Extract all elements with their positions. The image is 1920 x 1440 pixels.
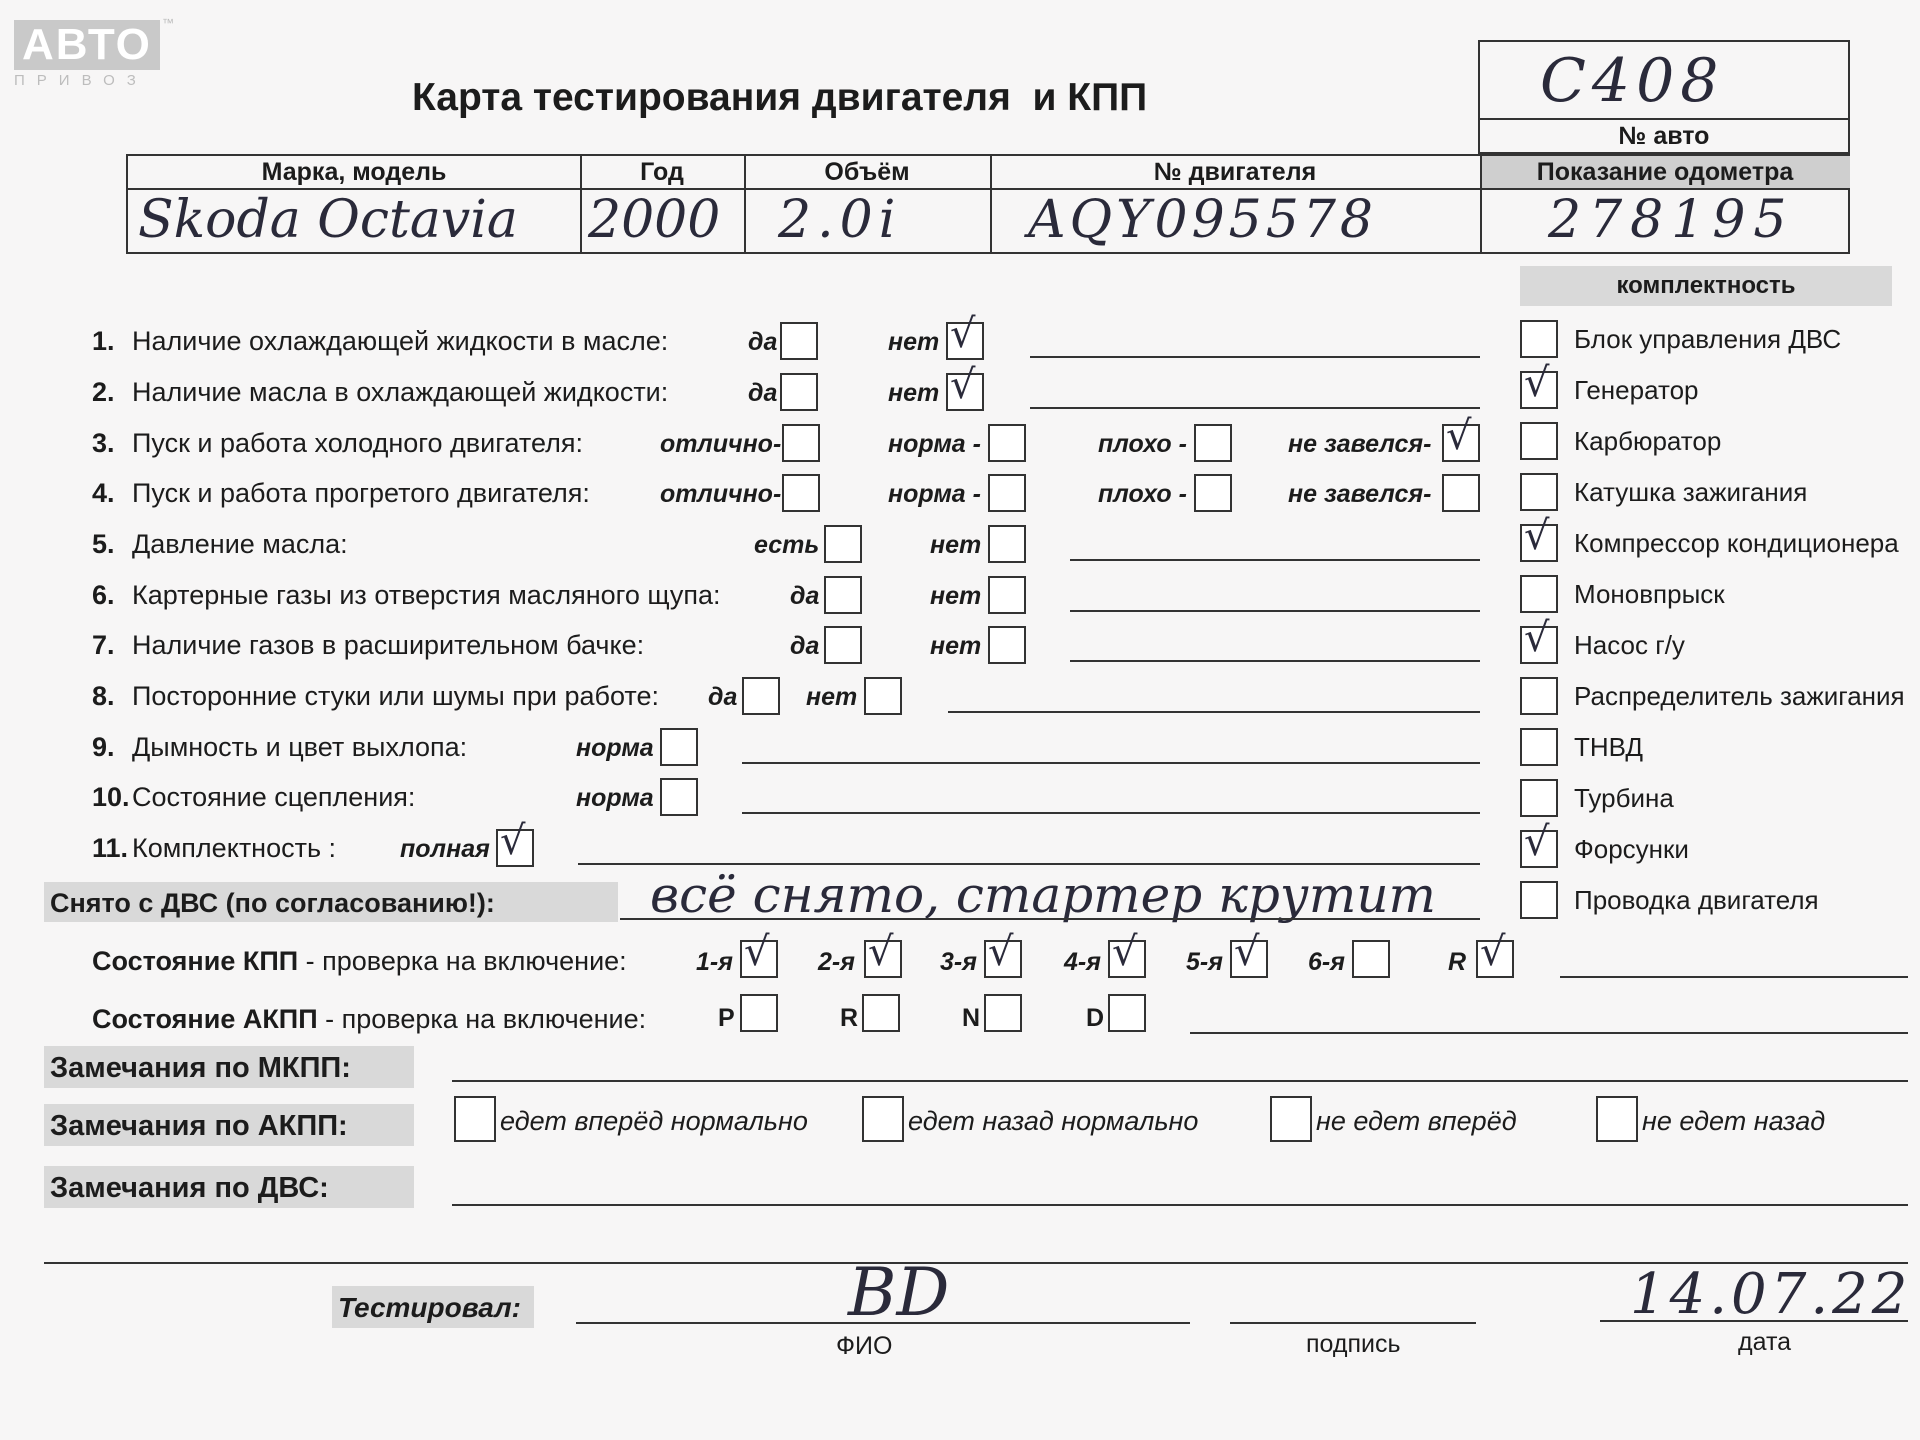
kit-item-label: Компрессор кондиционера xyxy=(1574,528,1899,558)
option-label: есть xyxy=(754,531,820,559)
akpp-gear-label: R xyxy=(840,1004,859,1032)
option-checkbox[interactable] xyxy=(946,362,984,411)
make-model-value: Skoda Octavia xyxy=(138,190,518,250)
kit-item-label: Моновпрыск xyxy=(1574,579,1725,609)
option-label: да xyxy=(748,379,778,407)
page-title: Карта тестирования двигателя и КПП xyxy=(412,76,1148,119)
kit-item-label: Распределитель зажигания xyxy=(1574,681,1905,711)
date-line xyxy=(1600,1320,1908,1322)
kit-item-label: Блок управления ДВС xyxy=(1574,324,1842,354)
item-number: 3. xyxy=(92,428,115,458)
option-checkbox[interactable] xyxy=(782,424,820,462)
item-label: Пуск и работа холодного двигателя: xyxy=(132,428,583,458)
fio-value: BD xyxy=(848,1254,950,1331)
option-checkbox[interactable] xyxy=(660,778,698,816)
option-checkbox[interactable] xyxy=(496,818,534,867)
option-label: норма - xyxy=(888,480,981,508)
fio-label: ФИО xyxy=(836,1332,893,1360)
akpp-label-bold: Состояние АКПП xyxy=(92,1004,318,1034)
col-header-year: Год xyxy=(640,158,684,186)
signature-label: подпись xyxy=(1306,1330,1401,1358)
answer-line xyxy=(578,863,1480,865)
kit-checkbox[interactable] xyxy=(1520,422,1558,460)
item-number: 5. xyxy=(92,529,115,559)
check-mark-icon: √ xyxy=(1112,929,1138,975)
akpp-label-rest: - проверка на включение: xyxy=(317,1004,647,1034)
option-checkbox[interactable] xyxy=(1194,474,1232,512)
option-checkbox[interactable] xyxy=(988,525,1026,563)
kpp-gear-label: 3-я xyxy=(940,948,977,976)
remarks-mkpp-label: Замечания по МКПП: xyxy=(50,1052,351,1084)
option-label: да xyxy=(748,328,778,356)
check-mark-icon: √ xyxy=(988,929,1014,975)
option-label: отлично- xyxy=(660,480,782,508)
kit-checkbox[interactable] xyxy=(1520,728,1558,766)
kpp-gear-checkbox[interactable] xyxy=(740,929,778,978)
item-label: Наличие охлаждающей жидкости в масле: xyxy=(132,326,669,356)
kit-checkbox[interactable] xyxy=(1520,473,1558,511)
remarks-dvs-line xyxy=(452,1204,1908,1206)
kit-checkbox[interactable] xyxy=(1520,320,1558,358)
item-number: 6. xyxy=(92,580,115,610)
option-label: не завелся- xyxy=(1288,480,1432,508)
akpp-line xyxy=(1190,1032,1908,1034)
item-number: 7. xyxy=(92,630,115,660)
answer-line xyxy=(742,812,1480,814)
item-label: Состояние сцепления: xyxy=(132,782,416,812)
akpp-remark-checkbox[interactable] xyxy=(454,1096,496,1142)
option-label: не завелся- xyxy=(1288,430,1432,458)
remarks-dvs-label: Замечания по ДВС: xyxy=(50,1172,329,1204)
kpp-gear-label: R xyxy=(1448,948,1467,976)
year-value: 2000 xyxy=(588,190,721,250)
option-label: нет xyxy=(930,582,982,610)
answer-line xyxy=(1070,559,1480,561)
car-id-value: C408 xyxy=(1540,46,1725,116)
option-label: плохо - xyxy=(1098,430,1187,458)
option-checkbox[interactable] xyxy=(946,311,984,360)
option-checkbox[interactable] xyxy=(780,322,818,360)
item-number: 9. xyxy=(92,732,115,762)
akpp-gear-label: N xyxy=(962,1004,981,1032)
removed-label: Снято с ДВС (по согласованию!): xyxy=(50,888,495,918)
logo-main: АВТО xyxy=(14,20,160,70)
check-mark-icon: √ xyxy=(1524,819,1550,865)
engine-number-value: AQY095578 xyxy=(1028,190,1378,250)
kit-item-label: Карбюратор xyxy=(1574,426,1722,456)
item-label: Пуск и работа прогретого двигателя: xyxy=(132,478,590,508)
akpp-remark-label: едет назад нормально xyxy=(908,1106,1199,1136)
option-checkbox[interactable] xyxy=(824,626,862,664)
kit-checkbox[interactable] xyxy=(1520,881,1558,919)
akpp-remark-label: едет вперёд нормально xyxy=(500,1106,808,1136)
akpp-gear-checkbox[interactable] xyxy=(862,994,900,1032)
option-label: норма xyxy=(576,734,654,762)
item-number: 4. xyxy=(92,478,115,508)
akpp-gear-checkbox[interactable] xyxy=(984,994,1022,1032)
removed-line xyxy=(620,918,1480,920)
check-mark-icon: √ xyxy=(950,311,976,357)
fio-line xyxy=(576,1322,1190,1324)
check-mark-icon: √ xyxy=(1480,929,1506,975)
akpp-remark-checkbox[interactable] xyxy=(862,1096,904,1142)
option-checkbox[interactable] xyxy=(864,677,902,715)
check-mark-icon: √ xyxy=(1524,615,1550,661)
option-label: плохо - xyxy=(1098,480,1187,508)
item-label: Комплектность : xyxy=(132,833,337,863)
kpp-gear-checkbox[interactable] xyxy=(984,929,1022,978)
option-label: полная xyxy=(400,835,490,863)
option-checkbox[interactable] xyxy=(1194,424,1232,462)
check-mark-icon: √ xyxy=(1524,360,1550,406)
kpp-gear-label: 5-я xyxy=(1186,948,1223,976)
option-checkbox[interactable] xyxy=(824,525,862,563)
option-label: да xyxy=(790,582,820,610)
kpp-gear-label: 6-я xyxy=(1308,948,1345,976)
item-number: 1. xyxy=(92,326,115,356)
answer-line xyxy=(948,711,1480,713)
kit-checkbox[interactable] xyxy=(1520,677,1558,715)
kit-checkbox[interactable] xyxy=(1520,779,1558,817)
item-label: Давление масла: xyxy=(132,529,348,559)
kit-item-label: Турбина xyxy=(1574,783,1674,813)
item-label: Картерные газы из отверстия масляного щупа: xyxy=(132,580,721,610)
akpp-gear-label: D xyxy=(1086,1004,1105,1032)
option-label: отлично- xyxy=(660,430,782,458)
option-checkbox[interactable] xyxy=(742,677,780,715)
kit-checkbox[interactable] xyxy=(1520,615,1558,664)
option-label: нет xyxy=(888,328,940,356)
answer-line xyxy=(1030,407,1480,409)
removed-note: всё снято, стартер крутит xyxy=(650,866,1436,924)
remarks-mkpp-line xyxy=(452,1080,1908,1082)
answer-line xyxy=(1070,610,1480,612)
akpp-gear-checkbox[interactable] xyxy=(740,994,778,1032)
item-label: Дымность и цвет выхлопа: xyxy=(132,732,468,762)
car-id-box xyxy=(1478,40,1850,154)
kpp-label xyxy=(92,946,627,977)
date-label: дата xyxy=(1738,1328,1792,1356)
option-checkbox[interactable] xyxy=(660,728,698,766)
option-checkbox[interactable] xyxy=(988,576,1026,614)
answer-line xyxy=(742,762,1480,764)
kit-title: комплектность xyxy=(1616,272,1796,299)
kpp-gear-checkbox[interactable] xyxy=(1230,929,1268,978)
logo-tm: ™ xyxy=(162,16,174,30)
odometer-value: 278195 xyxy=(1548,190,1795,250)
kit-item-label: Форсунки xyxy=(1574,834,1689,864)
item-label: Наличие газов в расширительном бачке: xyxy=(132,630,645,660)
col-header-engine-number: № двигателя xyxy=(1153,158,1317,186)
akpp-remark-checkbox[interactable] xyxy=(1270,1096,1312,1142)
akpp-label xyxy=(92,1004,646,1035)
kit-checkbox[interactable] xyxy=(1520,360,1558,409)
tested-label: Тестировал: xyxy=(338,1292,521,1323)
option-label: нет xyxy=(806,683,858,711)
logo-sub: ПРИВОЗ xyxy=(14,72,148,89)
kpp-gear-label: 1-я xyxy=(696,948,733,976)
check-mark-icon: √ xyxy=(744,929,770,975)
avto-privoz-logo xyxy=(14,16,174,89)
car-id-label: № авто xyxy=(1618,122,1710,150)
option-label: нет xyxy=(888,379,940,407)
col-header-make-model: Марка, модель xyxy=(261,158,447,186)
akpp-remark-label: не едет назад xyxy=(1642,1106,1826,1136)
check-mark-icon: √ xyxy=(1234,929,1260,975)
check-mark-icon: √ xyxy=(500,818,526,864)
option-checkbox[interactable] xyxy=(988,626,1026,664)
signature-line xyxy=(1230,1322,1476,1324)
option-label: да xyxy=(708,683,738,711)
option-checkbox[interactable] xyxy=(1442,474,1480,512)
akpp-gear-label: P xyxy=(718,1004,735,1032)
kpp-gear-label: 2-я xyxy=(818,948,855,976)
option-checkbox[interactable] xyxy=(988,424,1026,462)
answer-line xyxy=(1030,356,1480,358)
separator-line xyxy=(44,1262,1908,1264)
item-label: Посторонние стуки или шумы при работе: xyxy=(132,681,659,711)
kpp-gear-label: 4-я xyxy=(1064,948,1101,976)
option-label: нет xyxy=(930,531,982,559)
option-checkbox[interactable] xyxy=(988,474,1026,512)
item-label: Наличие масла в охлаждающей жидкости: xyxy=(132,377,669,407)
item-number: 2. xyxy=(92,377,115,407)
car-id-divider xyxy=(1480,118,1848,120)
kpp-gear-checkbox[interactable] xyxy=(1352,940,1390,978)
kpp-label-bold: Состояние КПП xyxy=(92,946,299,976)
option-checkbox[interactable] xyxy=(824,576,862,614)
kpp-gear-checkbox[interactable] xyxy=(1476,929,1514,978)
option-checkbox[interactable] xyxy=(780,373,818,411)
header-table xyxy=(126,154,1850,254)
kpp-line xyxy=(1560,976,1908,978)
col-header-odometer: Показание одометра xyxy=(1536,158,1794,186)
item-number: 11. xyxy=(92,833,129,863)
akpp-gear-checkbox[interactable] xyxy=(1108,994,1146,1032)
check-mark-icon: √ xyxy=(950,362,976,408)
akpp-remark-label: не едет вперёд xyxy=(1316,1106,1517,1136)
kpp-gear-checkbox[interactable] xyxy=(1108,929,1146,978)
kit-item-label: Насос г/у xyxy=(1574,630,1685,660)
kpp-label-rest: - проверка на включение: xyxy=(298,946,627,976)
option-label: норма xyxy=(576,784,654,812)
col-header-volume: Объём xyxy=(824,158,910,186)
option-label: нет xyxy=(930,632,982,660)
item-number: 10. xyxy=(92,782,130,812)
check-mark-icon: √ xyxy=(1446,413,1472,459)
volume-value: 2.0i xyxy=(778,190,902,250)
kit-checkbox[interactable] xyxy=(1520,575,1558,613)
answer-line xyxy=(1070,660,1480,662)
kit-checkbox[interactable] xyxy=(1520,513,1558,562)
check-mark-icon: √ xyxy=(1524,513,1550,559)
remarks-akpp-label: Замечания по АКПП: xyxy=(50,1110,348,1142)
item-number: 8. xyxy=(92,681,115,711)
kpp-gear-checkbox[interactable] xyxy=(864,929,902,978)
kit-checkbox[interactable] xyxy=(1520,819,1558,868)
kit-item-label: Генератор xyxy=(1574,375,1699,405)
kit-item-label: Катушка зажигания xyxy=(1574,477,1808,507)
option-label: норма - xyxy=(888,430,981,458)
kit-item-label: ТНВД xyxy=(1574,732,1644,762)
date-value: 14.07.22 xyxy=(1630,1262,1912,1327)
akpp-remark-checkbox[interactable] xyxy=(1596,1096,1638,1142)
kit-item-label: Проводка двигателя xyxy=(1574,885,1819,915)
option-checkbox[interactable] xyxy=(1442,413,1480,462)
check-mark-icon: √ xyxy=(868,929,894,975)
option-checkbox[interactable] xyxy=(782,474,820,512)
option-label: да xyxy=(790,632,820,660)
